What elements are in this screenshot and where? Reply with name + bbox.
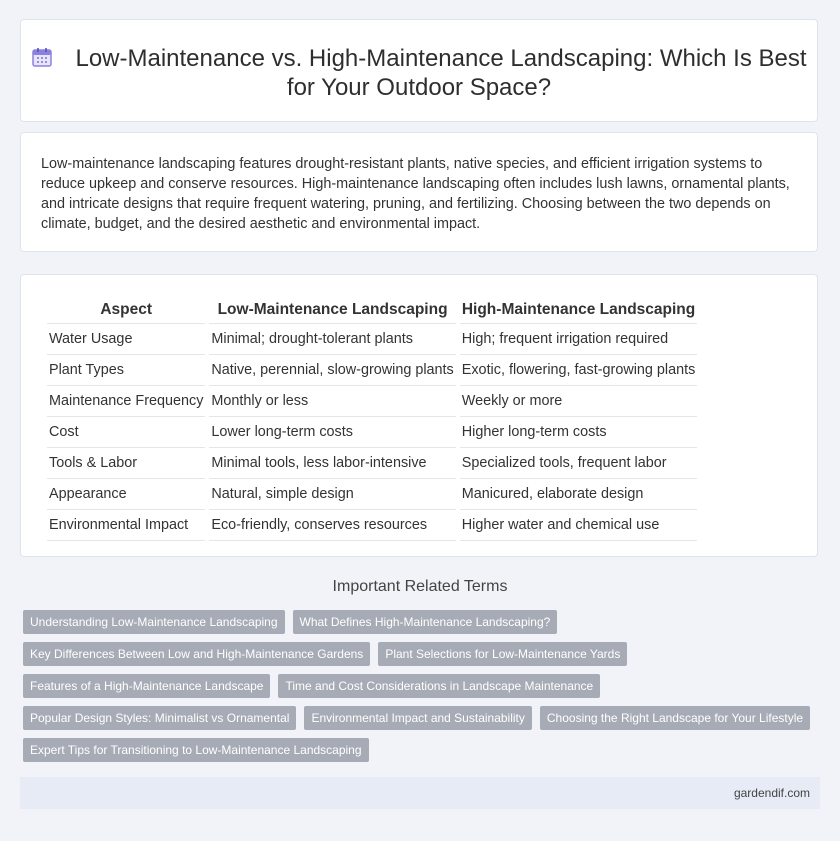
intro-text: Low-maintenance landscaping features drought-resistant plants, native species, and efficient irrigation systems to reduce upkeep and conserve resources. High-maintenance landscaping often includes lush lawns, ornamental plants, and intricate designs that require frequent watering, pruning, and fertilizing. Choosing between the two depends on climate, budget, and the desired aesthetic and environmental impact.: [41, 156, 790, 232]
related-terms-title: Important Related Terms: [332, 578, 508, 595]
page-title: Low-Maintenance vs. High-Maintenance Landscaping: Which Is Best for Your Outdoor Space?: [75, 45, 807, 101]
table-cell: High; frequent irrigation required: [460, 324, 698, 355]
related-term-tag[interactable]: Features of a High-Maintenance Landscape: [23, 674, 270, 698]
table-row: [47, 417, 697, 448]
related-term-tag[interactable]: Environmental Impact and Sustainability: [304, 706, 531, 730]
table-row: [47, 386, 697, 417]
tag-row: [23, 610, 823, 634]
table-cell: Minimal tools, less labor-intensive: [209, 448, 455, 479]
related-term-tag[interactable]: Popular Design Styles: Minimalist vs Ornamental: [23, 706, 296, 730]
table-cell: Manicured, elaborate design: [460, 479, 698, 510]
table-cell: Water Usage: [47, 324, 205, 355]
page-title-wrap: [21, 44, 817, 102]
table-card: [20, 274, 818, 557]
calendar-icon: [31, 46, 53, 68]
table-cell: Weekly or more: [460, 386, 698, 417]
related-term-tag[interactable]: What Defines High-Maintenance Landscaping?: [293, 610, 558, 634]
table-cell: Native, perennial, slow-growing plants: [209, 355, 455, 386]
header-low: Low-Maintenance Landscaping: [209, 295, 455, 324]
table-cell: Tools & Labor: [47, 448, 205, 479]
footer: [20, 777, 820, 809]
table-cell: Minimal; drought-tolerant plants: [209, 324, 455, 355]
related-term-tag[interactable]: Key Differences Between Low and High-Maintenance Gardens: [23, 642, 370, 666]
related-term-tag[interactable]: Understanding Low-Maintenance Landscaping: [23, 610, 285, 634]
header-high: High-Maintenance Landscaping: [460, 295, 698, 324]
related-terms-list: [23, 610, 823, 770]
tag-row: [23, 738, 823, 762]
header-aspect: Aspect: [47, 295, 205, 324]
table-cell: Monthly or less: [209, 386, 455, 417]
table-row: [47, 510, 697, 541]
footer-site[interactable]: gardendif.com: [733, 786, 810, 800]
title-card: [20, 19, 818, 122]
related-term-tag[interactable]: Expert Tips for Transitioning to Low-Maintenance Landscaping: [23, 738, 369, 762]
table-row: [47, 355, 697, 386]
table-cell: Specialized tools, frequent labor: [460, 448, 698, 479]
table-cell: Appearance: [47, 479, 205, 510]
table-row: [47, 448, 697, 479]
table-cell: Natural, simple design: [209, 479, 455, 510]
table-cell: Exotic, flowering, fast-growing plants: [460, 355, 698, 386]
table-cell: Environmental Impact: [47, 510, 205, 541]
table-row: [47, 479, 697, 510]
table-cell: Plant Types: [47, 355, 205, 386]
table-cell: Higher long-term costs: [460, 417, 698, 448]
related-term-tag[interactable]: Choosing the Right Landscape for Your Lifestyle: [540, 706, 810, 730]
table-cell: Higher water and chemical use: [460, 510, 698, 541]
table-header-row: [47, 295, 697, 324]
table-row: [47, 324, 697, 355]
table-cell: Eco-friendly, conserves resources: [209, 510, 455, 541]
table-cell: Lower long-term costs: [209, 417, 455, 448]
intro-card: [20, 132, 818, 252]
table-cell: Cost: [47, 417, 205, 448]
tag-row: [23, 674, 823, 698]
related-term-tag[interactable]: Time and Cost Considerations in Landscape Maintenance: [278, 674, 600, 698]
related-term-tag[interactable]: Plant Selections for Low-Maintenance Yards: [378, 642, 627, 666]
tag-row: [23, 642, 823, 666]
tag-row: [23, 706, 823, 730]
table-cell: Maintenance Frequency: [47, 386, 205, 417]
comparison-table: [43, 295, 701, 541]
